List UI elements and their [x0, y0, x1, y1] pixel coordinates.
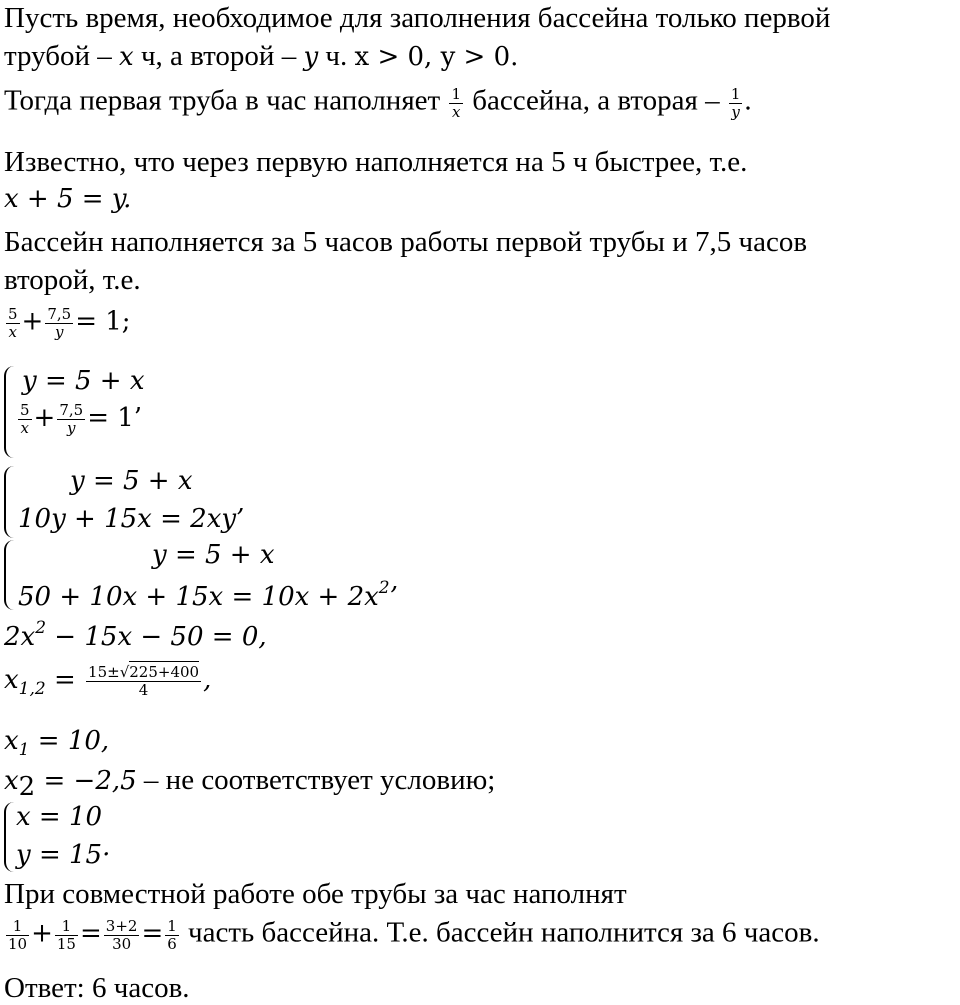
- equation-joint: $\frac{1}{10}$ + $\frac{1}{15}$ = $\frac{3+2}{30}$ = $\frac{1}{6}$ часть бассейна. Т.е. бассейн наполнится за 6 часов.: [8, 916, 820, 953]
- equation-work: $\frac{5}{x}$ + $\frac{7,5}{y}$ = 1;: [8, 305, 131, 341]
- text-line-7: второй, т.е.: [4, 264, 141, 296]
- root-x1: $x_1 = 10$,: [4, 726, 110, 760]
- fraction-5-over-x: $\frac{5}{x}$: [8, 305, 18, 341]
- left-brace: [4, 366, 16, 458]
- system-2: y = 5 + x 10y + 15x = 2xy’: [4, 466, 304, 538]
- roots-formula: $x_{1,2}$ = $\frac{15\pm√225+400}{4}$ ,: [4, 663, 212, 699]
- answer-line: Ответ: 6 часов.: [4, 972, 190, 1004]
- system-1: y = 5 + x $\frac{5}{x}$ + $\frac{7,5}{y}$ = 1’: [4, 366, 304, 458]
- left-brace: [4, 540, 16, 610]
- text-joint-work: При совместной работе обе трубы за час наполнят: [4, 878, 627, 910]
- text-line-1: Пусть время, необходимое для заполнения бассейна только первой: [4, 2, 831, 34]
- left-brace: [4, 466, 16, 538]
- text-line-2: трубой – x ч, а второй – y ч. x > 0, y > 0.: [4, 40, 519, 72]
- text-line-6: Бассейн наполняется за 5 часов работы первой трубы и 7,5 часов: [4, 226, 808, 258]
- text-line-3: Тогда первая труба в час наполняет $\frac{1}{x}$ бассейна, а вторая – $\frac{1}{y}$ .: [4, 84, 752, 121]
- fraction-discriminant: $\frac{15\pm√225+400}{4}$: [88, 663, 200, 699]
- domain-condition: x > 0, y > 0.: [354, 42, 519, 72]
- fraction-7-5-over-y: $\frac{7,5}{y}$: [47, 305, 72, 341]
- system-3: y = 5 + x $50 + 10x + 15x = 10x + 2x^2$’: [4, 540, 464, 610]
- left-brace: [4, 802, 16, 872]
- equation-x-plus-5: x + 5 = y.: [4, 184, 132, 214]
- text-line-4: Известно, что через первую наполняется на 5 ч быстрее, т.е.: [4, 146, 748, 178]
- fraction-1-over-y: $\frac{1}{y}$: [730, 85, 741, 121]
- system-4: x = 10 y = 15·: [4, 802, 204, 872]
- fraction-1-over-x: $\frac{1}{x}$: [451, 85, 462, 121]
- quadratic-equation: $2x^2 - 15x - 50 = 0$,: [4, 618, 267, 652]
- root-x2: $x_2 = -2,5$ – не соответствует условию;: [4, 764, 496, 802]
